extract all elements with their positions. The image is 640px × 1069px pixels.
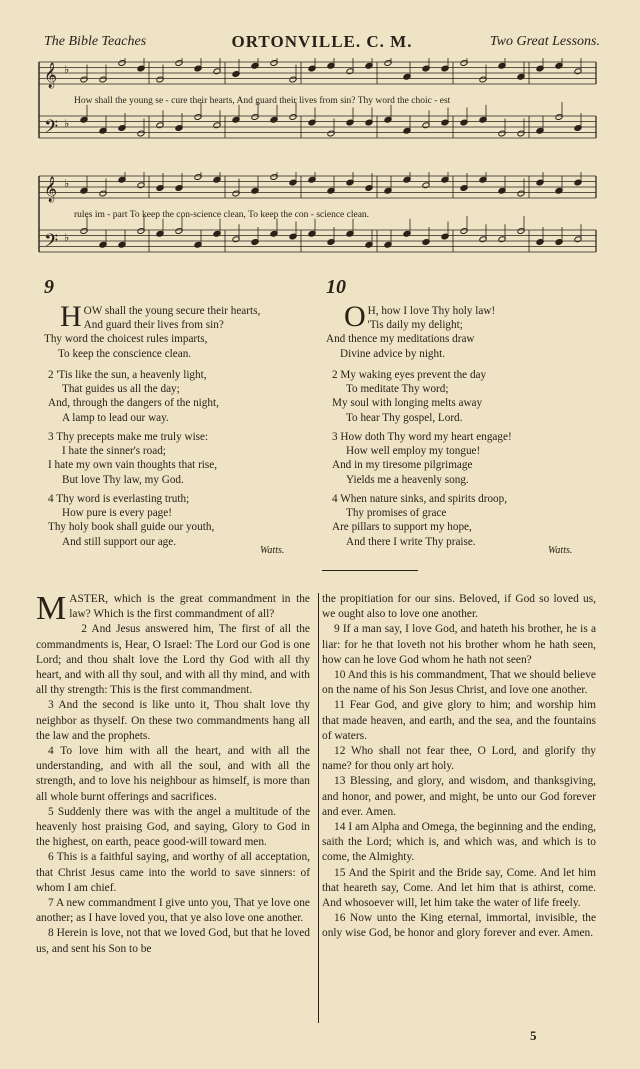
scripture-paragraph: 10 And this is his commandment, That we should believe on the name of his Son Jesus Christ, and love one another. [322, 669, 596, 697]
hymn-stanza [332, 368, 486, 425]
header-left-caption: The Bible Teaches [44, 34, 147, 49]
scripture-paragraph: 8 Herein is love, not that we loved God, but that he loved us, and sent his Son to be [36, 927, 310, 955]
scripture-paragraph: the propitiation for our sins. Beloved, if God so loved us, we ought also to love one another. [322, 593, 596, 621]
hymn-number: 9 [44, 276, 54, 298]
column-divider [318, 593, 319, 1023]
hymn-line: And there I write Thy praise. [346, 535, 476, 548]
hymn-line: How well employ my tongue! [346, 445, 481, 458]
hymn-10 [326, 276, 600, 560]
hymn-line: A lamp to lead our way. [62, 411, 169, 424]
section-divider [322, 570, 418, 571]
hymn-stanza [48, 492, 214, 549]
hymn-line: 4 When nature sinks, and spirits droop, [332, 493, 508, 505]
scripture-paragraph: 14 I am Alpha and Omega, the beginning and the ending, saith the Lord; which is, and which was, and which is to come, the Almighty. [322, 821, 596, 864]
hymn-line: To keep the conscience clean. [58, 347, 192, 360]
hymn-line: Thy word the choicest rules imparts, [44, 333, 208, 346]
hymn-line: Yields me a heavenly song. [346, 473, 469, 486]
hymn-line: 3 How doth Thy word my heart engage! [332, 431, 512, 443]
svg-text:𝄞: 𝄞 [44, 176, 58, 202]
scripture-paragraph: 12 Who shall not fear thee, O Lord, and glorify thy name? for thou only art holy. [322, 745, 596, 773]
hymn-line: OW shall the young secure their hearts, [83, 305, 261, 317]
hymn-line: To hear Thy gospel, Lord. [346, 411, 463, 424]
hymn-line: And, through the dangers of the night, [48, 397, 219, 410]
svg-text:𝄢: 𝄢 [44, 116, 59, 142]
hymn-line: 4 Thy word is everlasting truth; [48, 493, 190, 505]
tune-title: ORTONVILLE. C. M. [231, 32, 413, 51]
music-lyrics-1: How shall the young se - cure their hearts, And guard their lives from sin? Thy word the choic - est [74, 96, 451, 106]
hymn-line: And thence my meditations draw [326, 333, 475, 346]
hymn-number: 10 [326, 276, 346, 298]
scripture-paragraph: 7 A new commandment I give unto you, That ye love one another; as I have loved you, that ye also love one another. [36, 897, 310, 925]
hymn-line: 3 Thy precepts make me truly wise: [48, 431, 209, 443]
page-header [44, 32, 600, 52]
svg-text:♭: ♭ [64, 117, 70, 130]
scripture-text: ASTER, which is the great commandment in the law? Which is the first commandment of all? [69, 593, 310, 621]
hymn-line: How pure is every page! [62, 507, 172, 520]
hymn-stanza [332, 492, 507, 549]
scripture-paragraph: 9 If a man say, I love God, and hateth his brother, he is a liar: for he that loveth not his brother whom he hath seen, how can he love God whom he hath not seen? [322, 623, 596, 666]
scripture-paragraph: 13 Blessing, and glory, and wisdom, and thanksgiving, and honor, and power, and might, be unto our God forever and ever. Amen. [322, 775, 596, 818]
hymn-line: And guard their lives from sin? [83, 319, 224, 332]
drop-cap: M [36, 590, 67, 627]
svg-text:𝄢: 𝄢 [44, 230, 59, 256]
scripture-paragraph [36, 590, 310, 627]
svg-text:𝄞: 𝄞 [44, 62, 58, 88]
hymn-line: I hate the sinner's road; [62, 445, 166, 458]
hymn-author: Watts. [548, 545, 573, 556]
hymn-author: Watts. [260, 545, 285, 556]
hymn-line: H, how I love Thy holy law! [367, 305, 496, 317]
hymn-line: Are pillars to support my hope, [332, 521, 472, 534]
music-staff-graphic-2 [38, 172, 598, 270]
hymn-line: But love Thy law, my God. [62, 473, 184, 486]
hymn-stanza [48, 430, 217, 487]
hymn-line: I hate my own vain thoughts that rise, [48, 459, 218, 472]
hymn-line: My soul with longing melts away [332, 397, 483, 410]
hymn-line: Thy holy book shall guide our youth, [48, 521, 215, 534]
scripture-paragraph: 15 And the Spirit and the Bride say, Come. And let him that heareth say, Come. And let him that is athirst, come. And whosoever will, let him take the water of life freely. [322, 866, 596, 910]
hymn-line: That guides us all the day; [62, 383, 180, 396]
scripture-paragraph: 16 Now unto the King eternal, immortal, invisible, the only wise God, be honor and glory forever and ever. Amen. [322, 912, 596, 940]
hymn-stanza [326, 300, 496, 361]
header-right-caption: Two Great Lessons. [489, 34, 600, 49]
svg-text:♭: ♭ [64, 231, 70, 244]
svg-text:♭: ♭ [64, 63, 70, 76]
drop-cap: H [60, 300, 82, 333]
svg-text:♭: ♭ [64, 177, 70, 190]
page-number: 5 [530, 1028, 537, 1043]
hymn-stanza [48, 368, 219, 425]
scripture-paragraph: 11 Fear God, and give glory to him; and worship him that made heaven, and earth, and the sea, and the fountains of waters. [322, 699, 596, 742]
hymn-line: To meditate Thy word; [346, 383, 449, 396]
scripture-paragraph: 3 And the second is like unto it, Thou shalt love thy neighbor as thyself. On these two commandments hang all the law and the prophets. [36, 699, 310, 742]
hymn-line: 'Tis daily my delight; [367, 319, 463, 332]
hymn-line: Divine advice by night. [340, 347, 446, 360]
music-lyrics-2: rules im - part To keep the con-science clean, To keep the con - science clean. [74, 210, 370, 220]
scripture-paragraph: 6 This is a faithful saying, and worthy of all acceptation, that Christ Jesus came into the world to save sinners: of whom I am chief. [36, 851, 310, 894]
hymn-line: 2 My waking eyes prevent the day [332, 369, 487, 381]
hymn-line: Thy promises of grace [346, 507, 447, 520]
scripture-right-column [322, 592, 596, 942]
hymn-9 [44, 276, 314, 560]
scripture-paragraph: 5 Suddenly there was with the angel a multitude of the heavenly host praising God, and saying, Glory to God in the highest, on earth, peace good-will toward men. [36, 805, 310, 849]
hymn-line: And in my tiresome pilgrimage [332, 459, 473, 472]
hymn-stanza [44, 300, 261, 361]
scripture-left-column [36, 592, 310, 957]
drop-cap: O [344, 300, 366, 333]
scripture-paragraph: 4 To love him with all the heart, and with all the understanding, and with all the soul, and with all the strength, and to love his neighbour as himself, is more than all whole burnt offerings and sacrifices. [36, 745, 310, 803]
hymn-line: 2 'Tis like the sun, a heavenly light, [48, 369, 207, 381]
hymn-line: And still support our age. [62, 535, 177, 548]
hymn-stanza [332, 430, 512, 487]
scripture-paragraph: 2 And Jesus answered him, The first of all the commandments is, Hear, O Israel: The Lord our God is one Lord; and thou shalt love the Lord thy God with all thy heart, and with all thy soul, and with all thy mind, and with all thy strength: This is the first commandment. [36, 623, 310, 697]
music-system-2 [38, 172, 598, 270]
